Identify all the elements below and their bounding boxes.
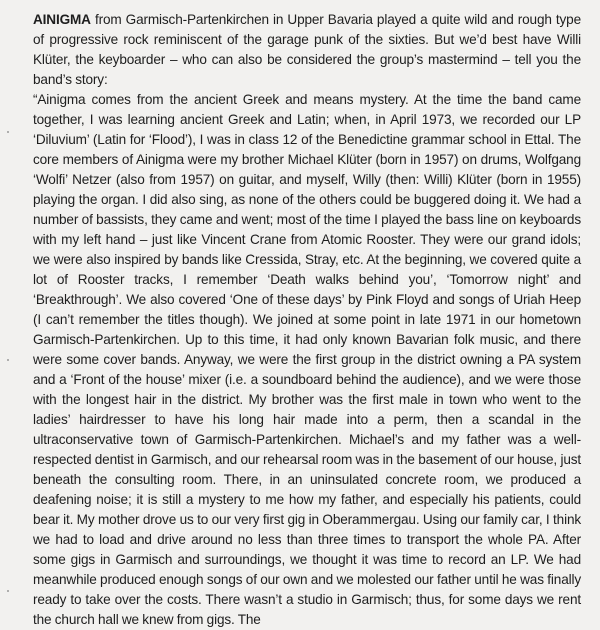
article-body — [33, 10, 581, 630]
intro-paragraph — [33, 10, 581, 90]
margin-mark — [7, 131, 9, 133]
quote-paragraph: “Ainigma comes from the ancient Greek and means mystery. At the time the band came together, I was learning ancient Greek and Latin; when, in April 1973, we recorded our LP ‘Diluvium’ (Latin for ‘Flood’), I was in class 12 of the Benedictine grammar school in Ettal. The core members of Ainigma were my brother Michael Klüter (born in 1957) on drums, Wolfgang ‘Wolfi’ Netzer (also from 1957) on guitar, and myself, Willy (then: Willi) Klüter (born in 1955) playing the organ. I did also sing, as none of the others could be buggered doing it. We had a number of bassists, they came and went; most of the time I played the bass line on keyboards with my left hand – just like Vincent Crane from Atomic Rooster. They were our grand idols; we were also inspired by bands like Cressida, Stray, etc. At the beginning, we covered quite a lot of Rooster tracks, I remember ‘Death walks behind you’, ‘Tomorrow night’ and ‘Breakthrough’. We also covered ‘One of these days’ by Pink Floyd and songs of Uriah Heep (I can’t remember the titles though). We joined at some point in late 1971 in our hometown Garmisch-Partenkirchen. Up to this time, it had only known Bavarian folk music, and there were some cover bands. Anyway, we were the first group in the district owning a PA system and a ‘Front of the house’ mixer (i.e. a soundboard behind the audience), and we were those with the longest hair in the district. My brother was the first male in town who went to the ladies’ hairdresser to have his long hair made into a perm, then a scandal in the ultraconservative town of Garmisch-Partenkirchen. Michael’s and my father was a well-respected dentist in Garmisch, and our rehearsal room was in the basement of our house, just beneath the consulting room. There, in an uninsulated concrete room, we produced a deafening noise; it is still a mystery to me how my father, and especially his patients, could bear it. My mother drove us to our very first gig in Oberammergau. Using our family car, I think we had to load and drive around no less than three times to transport the whole PA. After some gigs in Garmisch and surroundings, we thought it was time to record an LP. We had meanwhile produced enough songs of our own and we molested our father until he was finally ready to take over the costs. There wasn’t a studio in Garmisch; thus, for some days we rent the church hall we knew from gigs. The — [33, 92, 581, 627]
margin-mark — [7, 359, 9, 361]
margin-mark — [7, 590, 9, 592]
intro-text: from Garmisch-Partenkirchen in Upper Bavaria played a quite wild and rough type of progressive rock reminiscent of the garage punk of the sixties. But we’d best have Willi Klüter, the keyboarder – who can also be considered the group’s mastermind – tell you the band’s story: — [33, 12, 581, 87]
band-name: AINIGMA — [33, 12, 91, 27]
